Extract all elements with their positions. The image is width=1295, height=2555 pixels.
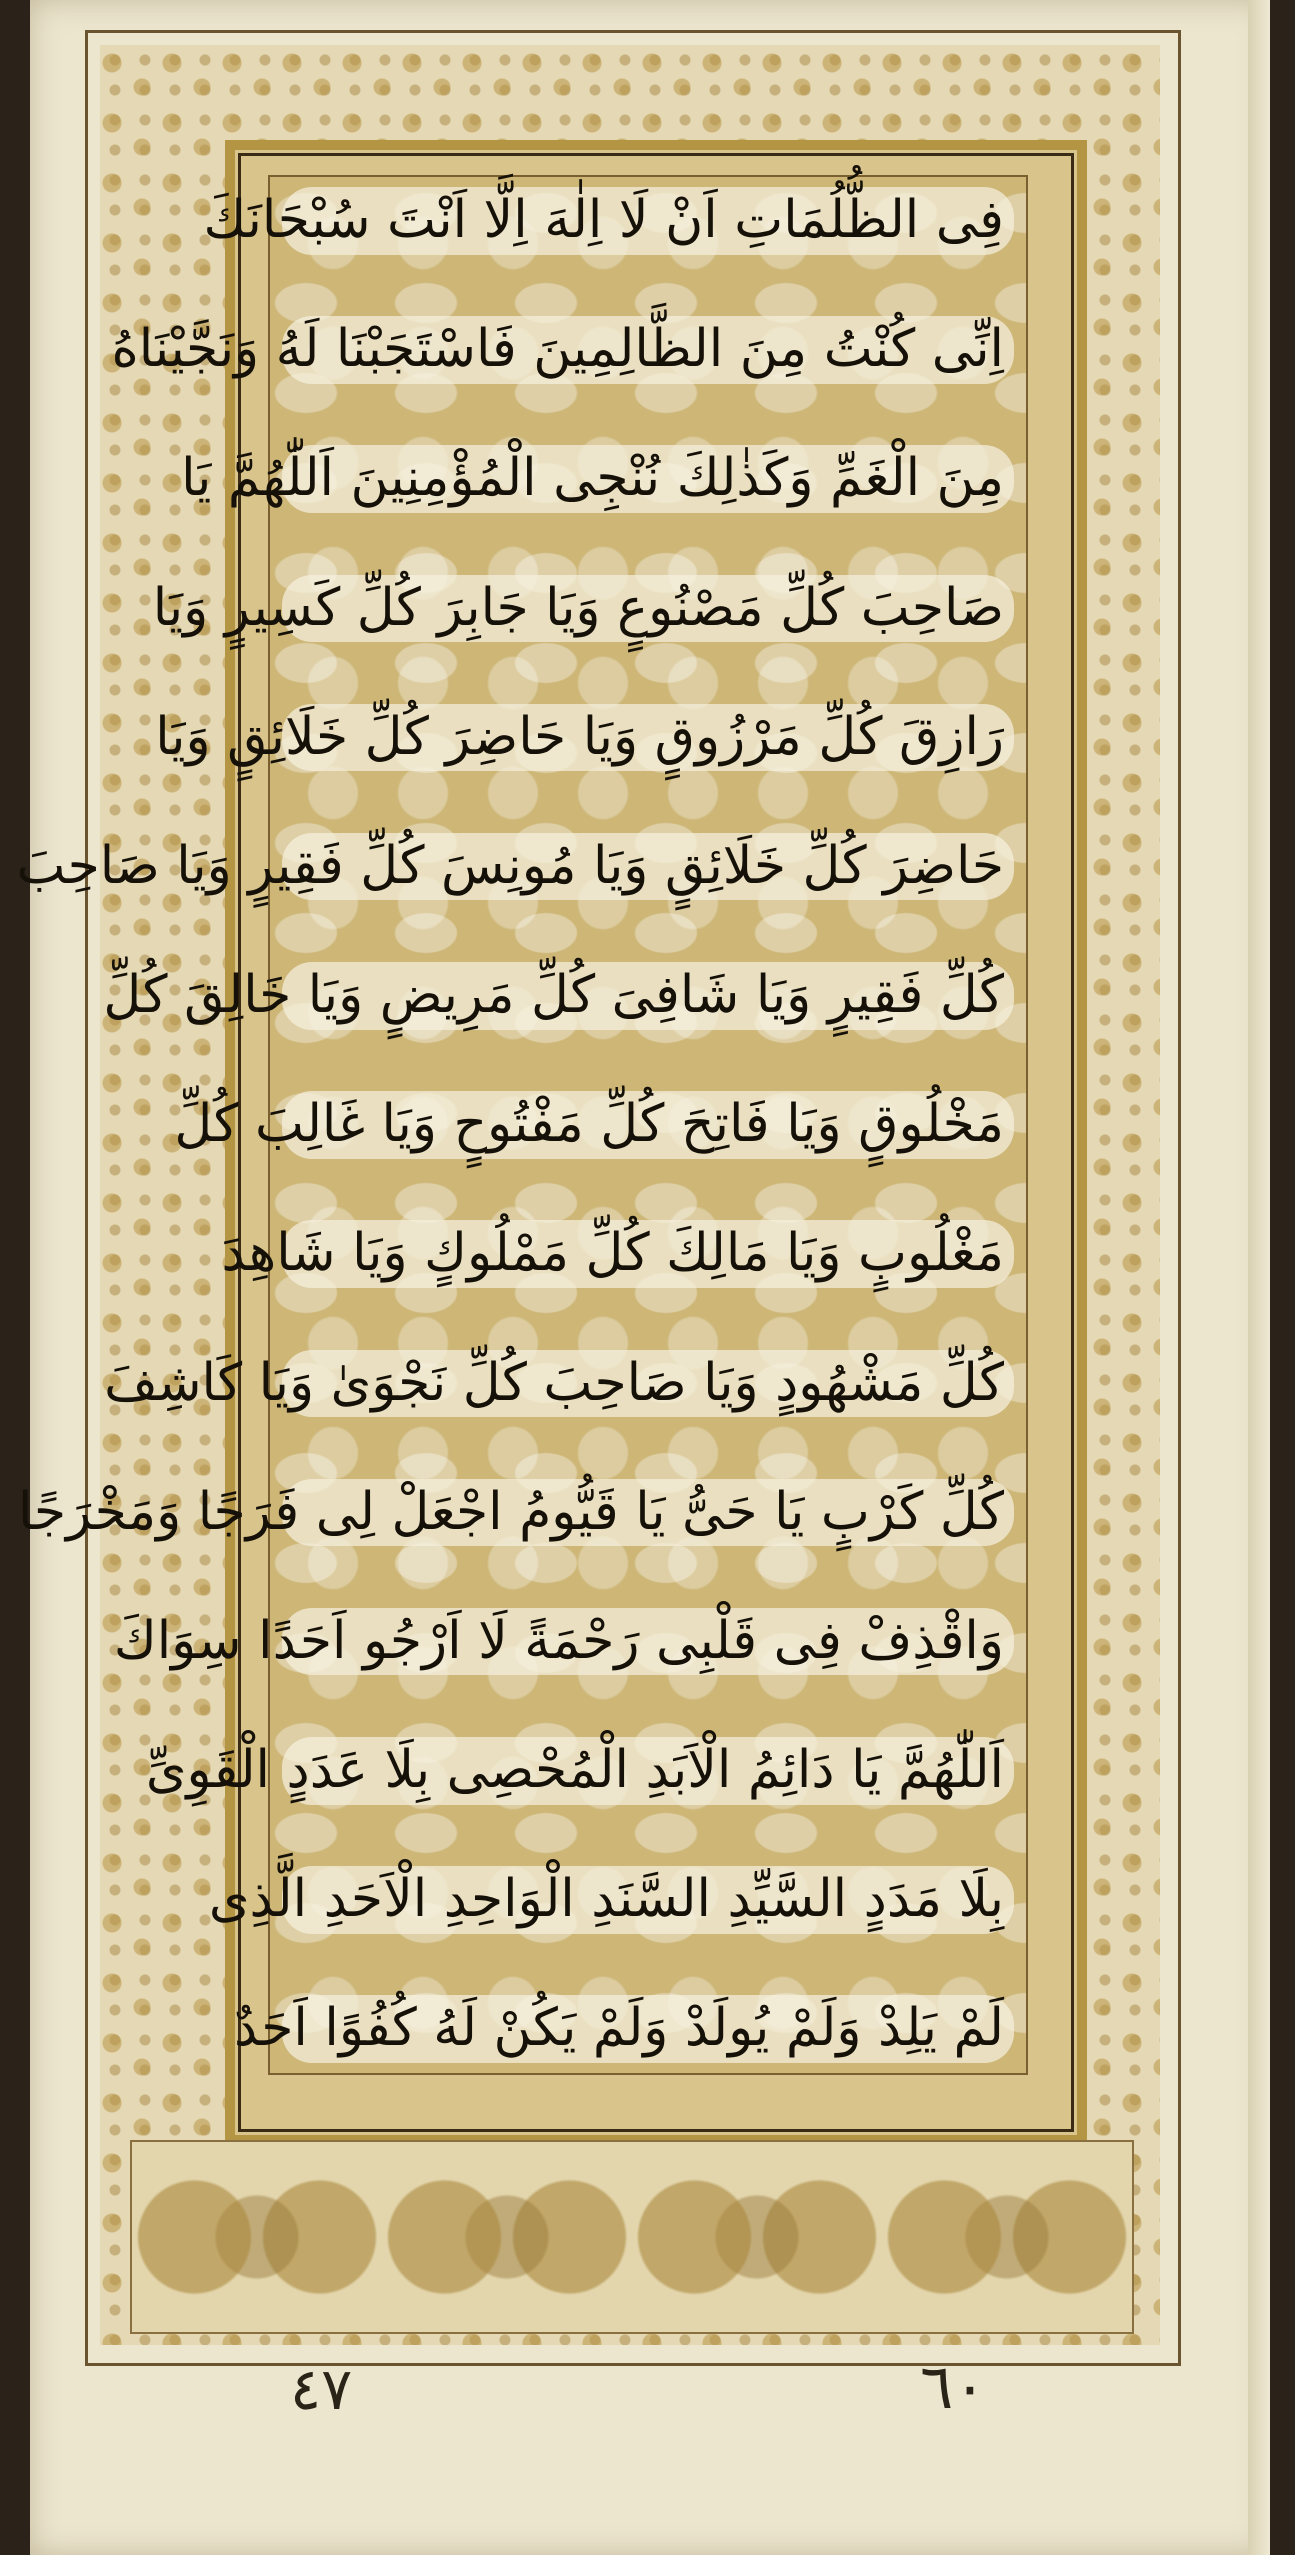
text-line: مِنَ الْغَمِّ وَكَذٰلِكَ نُنْجِی الْمُؤْمِنِينَ اَللّٰهُمَّ يَا <box>282 445 1014 513</box>
text-line: كُلِّ فَقِيرٍ وَيَا شَافِیَ كُلِّ مَرِيضٍ وَيَا خَالِقَ كُلِّ <box>282 962 1014 1030</box>
text-line: كُلِّ مَشْهُودٍ وَيَا صَاحِبَ كُلِّ نَجْوَىٰ وَيَا كَاشِفَ <box>282 1350 1014 1418</box>
illuminated-floral-panel <box>130 2140 1134 2334</box>
folio-number-right: ٦٠ <box>920 2350 987 2423</box>
text-line: لَمْ يَلِدْ وَلَمْ يُولَدْ وَلَمْ يَكُنْ لَهُ كُفُوًا اَحَدٌ <box>282 1995 1014 2063</box>
text-line: مَخْلُوقٍ وَيَا فَاتِحَ كُلِّ مَفْتُوحٍ وَيَا غَالِبَ كُلِّ <box>282 1091 1014 1159</box>
text-line: كُلِّ كَرْبٍ يَا حَیُّ يَا قَيُّومُ اجْعَلْ لِی فَرَجًا وَمَخْرَجًا <box>282 1479 1014 1547</box>
text-line: اِنِّی كُنْتُ مِنَ الظَّالِمِينَ فَاسْتَجَبْنَا لَهُ وَنَجَّيْنَاهُ <box>282 316 1014 384</box>
page-edge <box>1248 0 1270 2555</box>
text-line: فِی الظُّلُمَاتِ اَنْ لَا اِلٰهَ اِلَّا اَنْتَ سُبْحَانَكَ <box>282 187 1014 255</box>
folio-number-left: ٤٧ <box>290 2355 353 2423</box>
text-line: مَغْلُوبٍ وَيَا مَالِكَ كُلِّ مَمْلُوكٍ وَيَا شَاهِدَ <box>282 1220 1014 1288</box>
text-line: اَللّٰهُمَّ يَا دَائِمُ الْاَبَدِ الْمُحْصِی بِلَا عَدَدٍ الْقَوِیِّ <box>282 1737 1014 1805</box>
text-line: صَاحِبَ كُلِّ مَصْنُوعٍ وَيَا جَابِرَ كُلِّ كَسِيرٍ وَيَا <box>282 575 1014 643</box>
text-panel <box>16 175 1028 2075</box>
text-line: بِلَا مَدَدٍ السَّيِّدِ السَّنَدِ الْوَاحِدِ الْاَحَدِ الَّذِی <box>282 1866 1014 1934</box>
text-line: حَاضِرَ كُلِّ خَلَائِقٍ وَيَا مُونِسَ كُلِّ فَقِيرٍ وَيَا صَاحِبَ <box>282 833 1014 901</box>
text-line: وَاقْذِفْ فِی قَلْبِی رَحْمَةً لَا اَرْجُو اَحَدًا سِوَاكَ <box>282 1608 1014 1676</box>
text-line: رَازِقَ كُلِّ مَرْزُوقٍ وَيَا حَاضِرَ كُلِّ خَلَائِقٍ وَيَا <box>282 704 1014 772</box>
